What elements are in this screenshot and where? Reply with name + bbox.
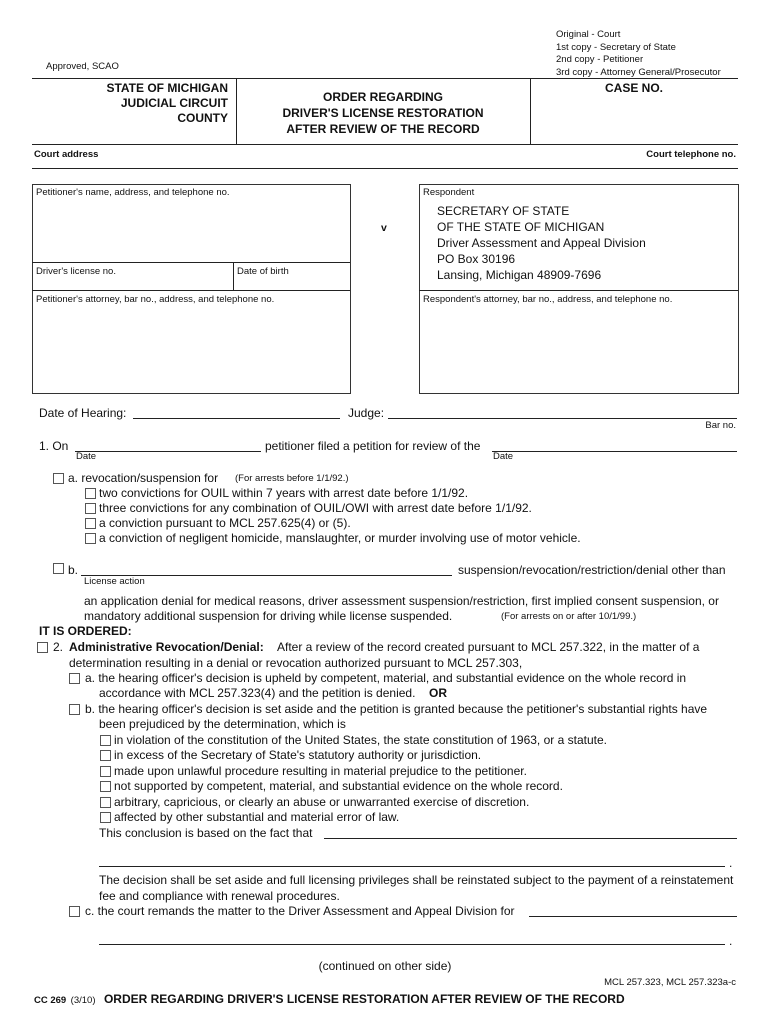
date-caption-2: Date — [493, 451, 514, 462]
item2a-text2: accordance with MCL 257.323(4) and the petition is denied. — [99, 686, 416, 700]
checkbox-1a-opt1[interactable] — [85, 488, 96, 499]
judge-label: Judge: — [348, 406, 385, 420]
checkbox-2[interactable] — [37, 642, 48, 653]
period-2: . — [729, 934, 733, 948]
copy-distribution — [556, 29, 721, 79]
item2c-text: c. the court remands the matter to the Driver Assessment and Appeal Division for — [85, 904, 515, 918]
item2b-option: arbitrary, capricious, or clearly an abuse or unwarranted exercise of discretion. — [114, 795, 530, 809]
respondent-attorney-label: Respondent's attorney, bar no., address, and telephone no. — [423, 294, 673, 305]
hearing-date-line[interactable] — [133, 418, 340, 419]
form-date: (3/10) — [70, 995, 96, 1006]
it-is-ordered-heading: IT IS ORDERED: — [39, 624, 132, 638]
dob-label: Date of birth — [237, 266, 289, 277]
case-no-label: CASE NO. — [604, 81, 663, 95]
checkbox-1a-opt4[interactable] — [85, 533, 96, 544]
copy-line: Original - Court — [556, 29, 621, 40]
bar-no-label: Bar no. — [705, 420, 736, 431]
county: COUNTY — [177, 111, 228, 125]
conclusion-line-2[interactable] — [99, 866, 725, 867]
checkbox-2b-opt2[interactable] — [100, 750, 111, 761]
checkbox-2c[interactable] — [69, 906, 80, 917]
respondent-line: OF THE STATE OF MICHIGAN — [437, 220, 605, 234]
copy-line: 1st copy - Secretary of State — [556, 41, 676, 53]
copy-line: 2nd copy - Petitioner — [556, 54, 644, 65]
copy-line: 3rd copy - Attorney General/Prosecutor — [556, 66, 721, 78]
or-label: OR — [429, 686, 447, 700]
checkbox-1a[interactable] — [53, 473, 64, 484]
item2-text1: After a review of the record created pursuant to MCL 257.322, in the matter of a — [277, 640, 700, 654]
conclusion-label: This conclusion is based on the fact that — [99, 826, 313, 840]
item1a-option: a conviction of negligent homicide, manslaughter, or murder involving use of motor vehicle. — [99, 531, 581, 545]
petitioner-label: Petitioner's name, address, and telephone no. — [36, 187, 230, 198]
item2b-option: affected by other substantial and material error of law. — [114, 810, 400, 824]
form-footer — [34, 990, 625, 1008]
item1b-text2: mandatory additional suspension for driving while license suspended. — [84, 609, 453, 623]
respondent-address — [437, 203, 646, 283]
item2-title: Administrative Revocation/Denial: — [69, 640, 264, 654]
form-title — [236, 89, 530, 137]
court-address-label: Court address — [34, 149, 99, 160]
item2b-text1: b. the hearing officer's decision is set aside and the petition is granted because the petitioner's substantial rights have — [85, 702, 708, 716]
item2-number: 2. — [53, 640, 64, 654]
item2b-text2: been prejudiced by the determination, which is — [99, 717, 346, 731]
item1a-option: two convictions for OUIL within 7 years with arrest date before 1/1/92. — [99, 486, 469, 500]
title-line: DRIVER'S LICENSE RESTORATION — [282, 106, 484, 120]
item1-on: 1. On — [39, 439, 69, 453]
remand-line-2[interactable] — [99, 944, 725, 945]
respondent-line: PO Box 30196 — [437, 252, 516, 266]
item1a-option: a conviction pursuant to MCL 257.625(4) or (5). — [99, 516, 351, 530]
petitioner-box[interactable] — [32, 184, 351, 394]
item2b-option: in violation of the constitution of the United States, the state constitution of 1963, or a statute. — [114, 733, 607, 747]
checkbox-2b-opt1[interactable] — [100, 735, 111, 746]
footer-title: ORDER REGARDING DRIVER'S LICENSE RESTORATION AFTER REVIEW OF THE RECORD — [103, 992, 625, 1006]
checkbox-1a-opt3[interactable] — [85, 518, 96, 529]
item1a-note: (For arrests before 1/1/92.) — [235, 473, 349, 484]
conclusion-line-1[interactable] — [324, 838, 737, 839]
item1a-option: three convictions for any combination of OUIL/OWI with arrest date before 1/1/92. — [99, 501, 532, 515]
decision-text1: The decision shall be set aside and full licensing privileges shall be reinstated subject to the payment of a reinstatement — [99, 873, 734, 887]
item2a-text1: a. the hearing officer's decision is upheld by competent, material, and substantial evidence on the whole record in — [85, 671, 687, 685]
respondent-line: Lansing, Michigan 48909-7696 — [437, 268, 602, 282]
versus: v — [381, 222, 387, 234]
item1-filed: petitioner filed a petition for review of the — [265, 439, 481, 453]
item1b-label: b. — [68, 563, 79, 577]
respondent-line: Driver Assessment and Appeal Division — [437, 236, 646, 250]
respondent-line: SECRETARY OF STATE — [437, 204, 570, 218]
item1a-label: a. revocation/suspension for — [68, 471, 219, 485]
period: . — [729, 856, 733, 870]
checkbox-1b[interactable] — [53, 563, 64, 574]
item2b-option: not supported by competent, material, and substantial evidence on the whole record. — [114, 779, 563, 793]
item1b-note: (For arrests on or after 10/1/99.) — [501, 611, 637, 622]
court-telephone-label: Court telephone no. — [646, 149, 736, 160]
checkbox-2b-opt6[interactable] — [100, 812, 111, 823]
license-action-caption: License action — [84, 576, 145, 587]
form-number: CC 269 — [34, 995, 67, 1006]
continued-note: (continued on other side) — [318, 959, 452, 973]
state-of-michigan: STATE OF MICHIGAN — [106, 81, 228, 95]
judicial-circuit: JUDICIAL CIRCUIT — [120, 96, 228, 110]
respondent-label: Respondent — [423, 187, 475, 198]
item1b-suffix: suspension/revocation/restriction/denial other than — [458, 563, 726, 577]
checkbox-2b[interactable] — [69, 704, 80, 715]
remand-line-1[interactable] — [529, 916, 737, 917]
item2b-option: made upon unlawful procedure resulting in material prejudice to the petitioner. — [114, 764, 527, 778]
title-line: AFTER REVIEW OF THE RECORD — [286, 122, 480, 136]
decision-text2: fee and compliance with renewal procedures. — [99, 889, 340, 903]
item1b-text1: an application denial for medical reasons, driver assessment suspension/restriction, first implied consent suspension, or — [84, 594, 719, 608]
petition-date-line[interactable] — [75, 451, 261, 452]
mcl-reference: MCL 257.323, MCL 257.323a-c — [604, 977, 736, 988]
checkbox-2b-opt5[interactable] — [100, 797, 111, 808]
checkbox-2b-opt3[interactable] — [100, 766, 111, 777]
checkbox-2b-opt4[interactable] — [100, 781, 111, 792]
date-caption: Date — [76, 451, 97, 462]
date-of-hearing-label: Date of Hearing: — [39, 406, 127, 420]
review-date-line[interactable] — [492, 451, 737, 452]
checkbox-2a[interactable] — [69, 673, 80, 684]
item2-text2: determination resulting in a denial or revocation authorized pursuant to MCL 257.303, — [69, 656, 523, 670]
item2b-option: in excess of the Secretary of State's statutory authority or jurisdiction. — [114, 748, 482, 762]
license-no-label: Driver's license no. — [36, 266, 116, 277]
title-line: ORDER REGARDING — [322, 90, 443, 104]
approved-scao: Approved, SCAO — [46, 61, 119, 72]
judge-line[interactable] — [388, 418, 737, 419]
checkbox-1a-opt2[interactable] — [85, 503, 96, 514]
petitioner-attorney-label: Petitioner's attorney, bar no., address, and telephone no. — [36, 294, 275, 305]
